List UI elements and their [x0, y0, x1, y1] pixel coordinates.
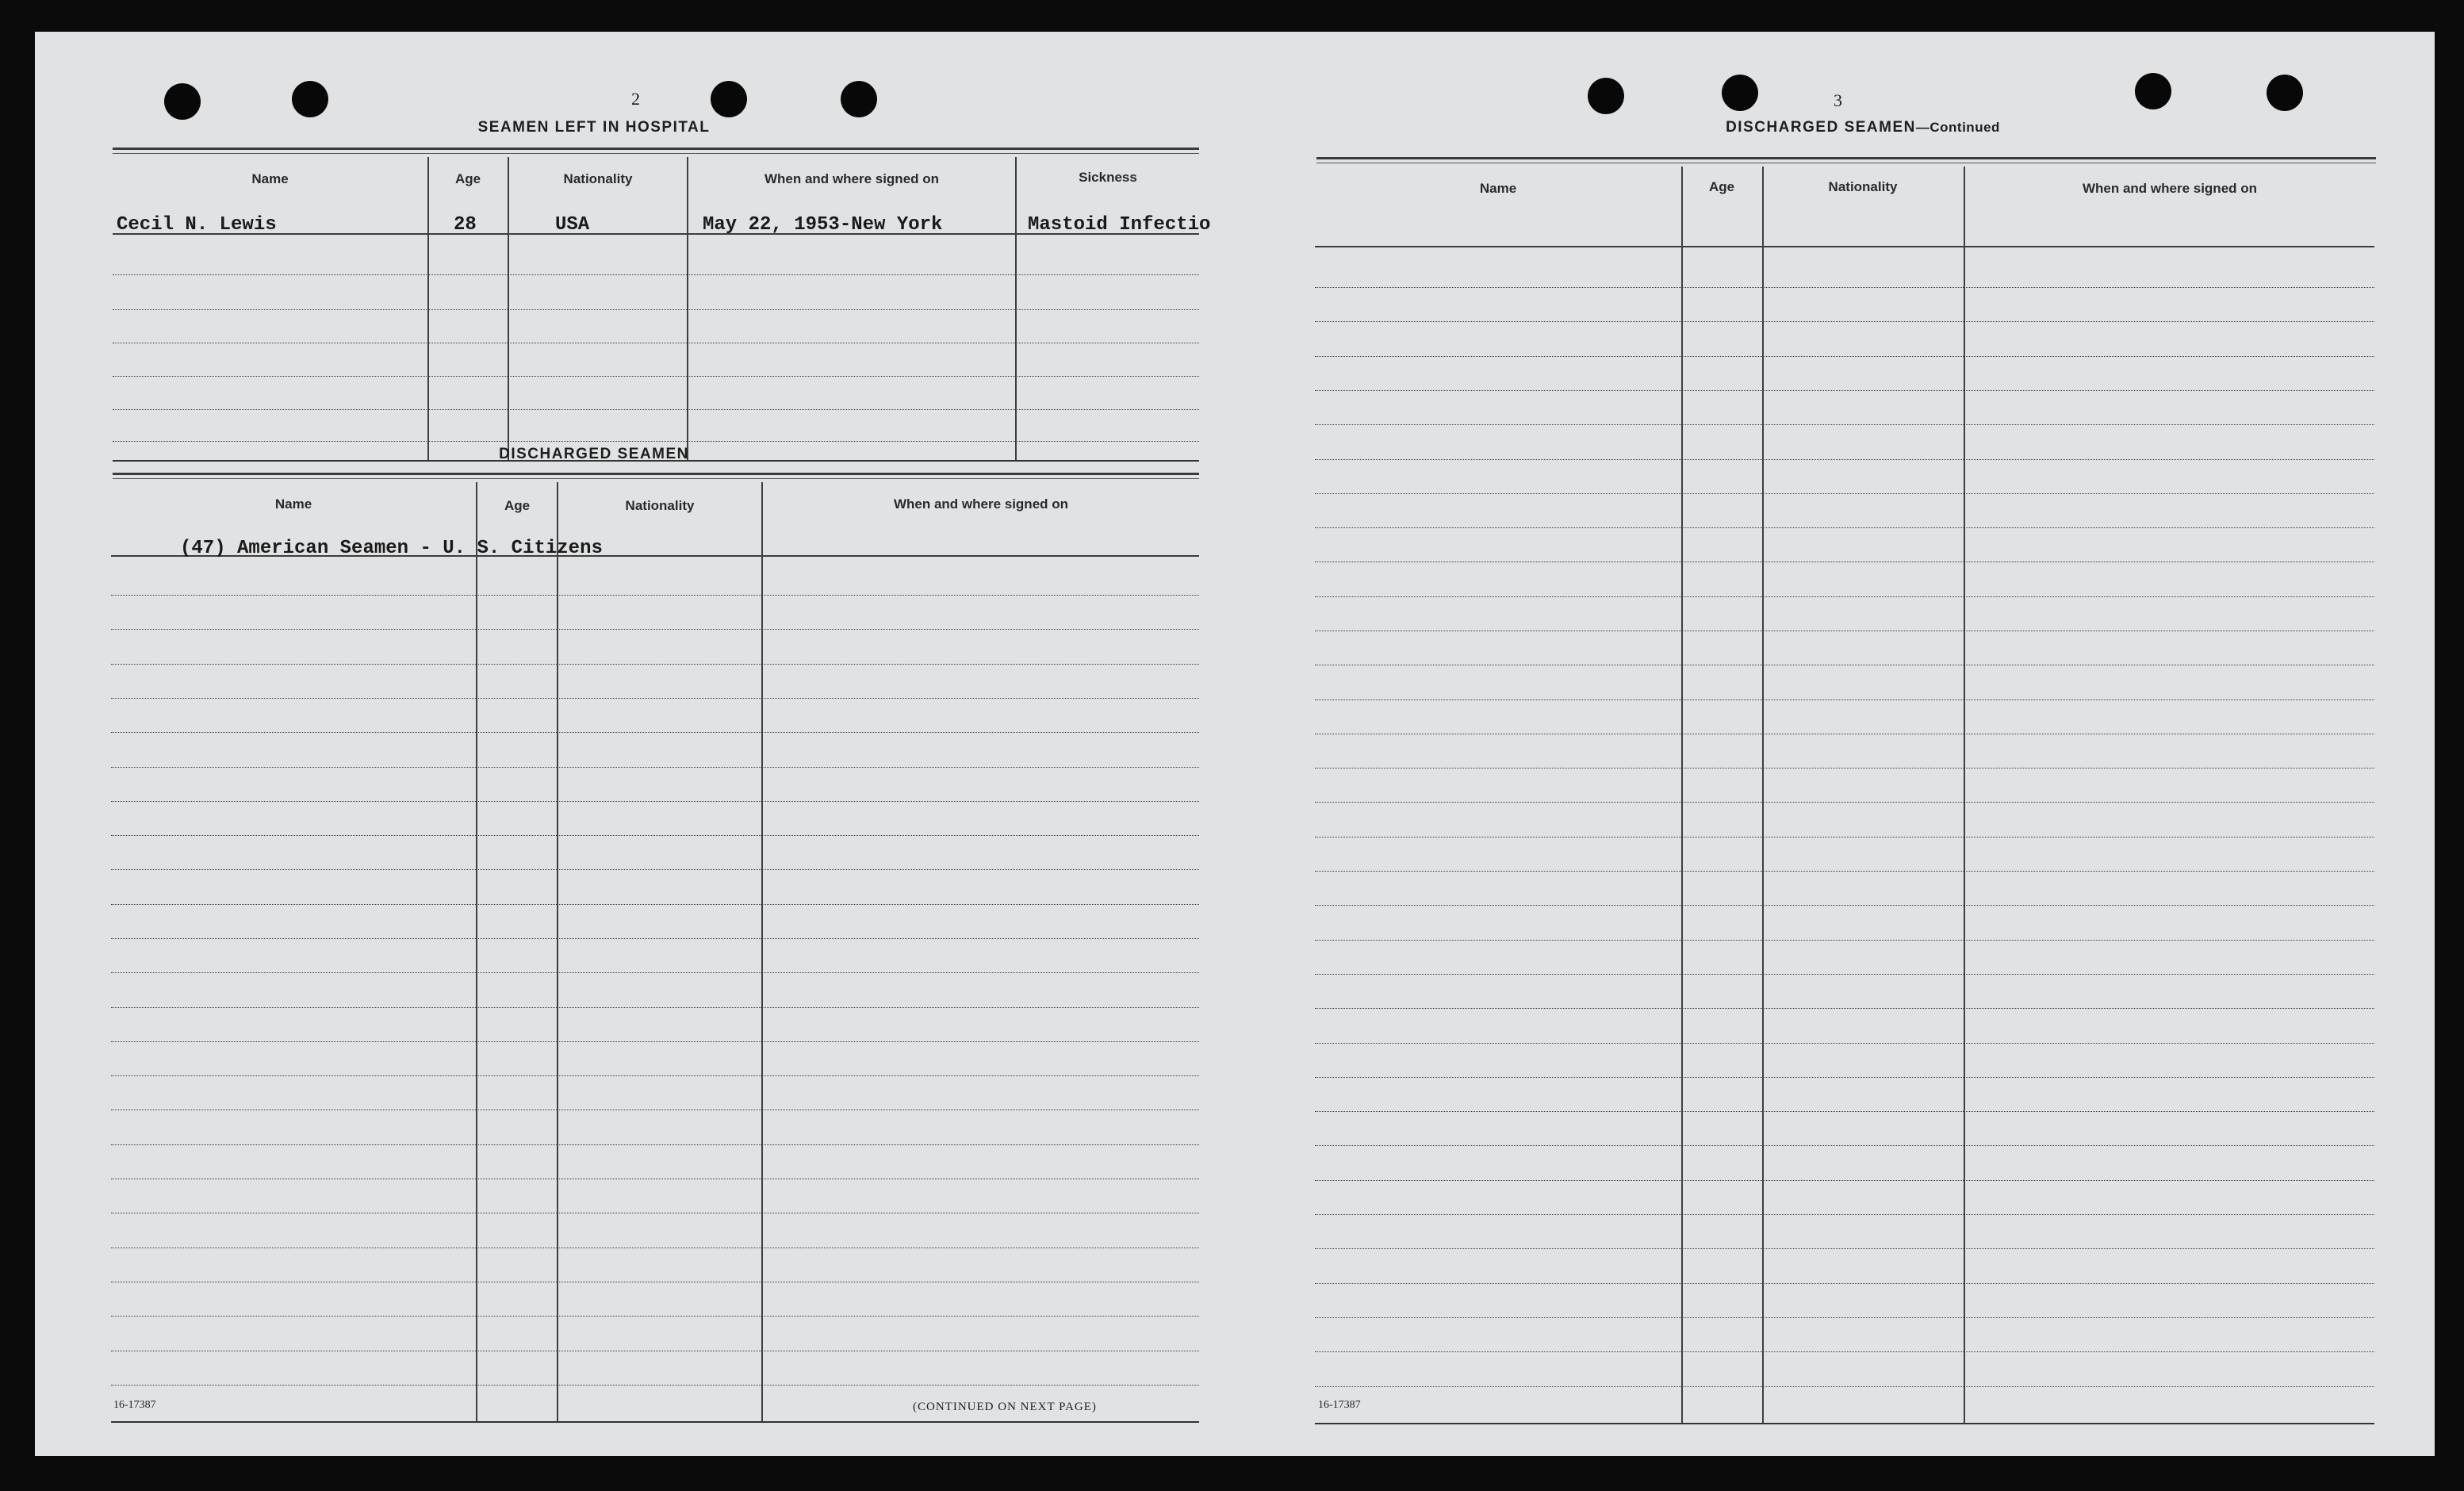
row-rule	[1315, 493, 2374, 494]
row-rule	[1315, 1043, 2374, 1044]
row-rule	[1315, 1317, 2374, 1318]
row-rule	[111, 835, 1199, 836]
row-rule	[1315, 1111, 2374, 1112]
form-number: 16-17387	[1318, 1399, 1361, 1411]
row-rule	[111, 629, 1199, 630]
row-rule	[111, 664, 1199, 665]
discharged-table	[111, 482, 1199, 1421]
row-rule	[1315, 1145, 2374, 1146]
title-suffix: —Continued	[1915, 120, 2000, 135]
column-divider	[427, 157, 429, 460]
row-rule	[1315, 1351, 2374, 1352]
hospital-table	[113, 157, 1199, 460]
column-header-age: Age	[1708, 179, 1735, 194]
column-header-name: Name	[1479, 181, 1517, 196]
section-title-discharged: DISCHARGED SEAMEN	[499, 446, 689, 462]
column-header-signed-on: When and where signed on	[2082, 181, 2258, 196]
section-title-discharged-continued	[1589, 119, 2136, 136]
row-rule	[1315, 1077, 2374, 1078]
column-header-nationality: Nationality	[563, 171, 633, 186]
row-rule	[111, 972, 1199, 973]
column-header-age: Age	[504, 498, 531, 513]
column-divider	[1681, 167, 1683, 1423]
row-rule	[111, 904, 1199, 905]
row-rule	[1315, 356, 2374, 357]
page-number: 3	[1834, 90, 1842, 110]
punch-hole	[711, 81, 747, 117]
column-header-signed-on: When and where signed on	[893, 496, 1069, 512]
column-header-signed-on: When and where signed on	[764, 171, 940, 186]
table-bottom-rule	[1315, 1423, 2374, 1424]
column-divider	[1762, 167, 1764, 1423]
punch-hole	[841, 81, 877, 117]
seaman-signed-on: May 22, 1953-New York	[703, 214, 943, 236]
row-rule	[113, 376, 1199, 377]
document-sheet	[35, 32, 2435, 1456]
row-rule	[111, 767, 1199, 768]
row-rule	[1315, 459, 2374, 460]
row-rule	[111, 1144, 1199, 1145]
row-rule	[111, 1316, 1199, 1317]
column-header-age: Age	[454, 171, 481, 186]
row-rule	[1315, 390, 2374, 391]
row-rule	[111, 1007, 1199, 1008]
column-divider	[687, 157, 688, 460]
column-header-nationality: Nationality	[625, 498, 695, 513]
punch-hole	[164, 83, 201, 120]
row-rule	[111, 869, 1199, 870]
row-rule	[111, 732, 1199, 733]
page-number: 2	[631, 89, 640, 109]
rule	[1316, 157, 2376, 159]
row-rule	[1315, 802, 2374, 803]
row-rule	[111, 801, 1199, 802]
row-rule	[113, 409, 1199, 410]
row-rule	[1315, 1283, 2374, 1284]
row-rule	[113, 274, 1199, 275]
table-bottom-rule	[111, 1421, 1199, 1423]
row-rule	[1315, 1248, 2374, 1249]
row-rule	[111, 938, 1199, 939]
discharged-continued-table	[1315, 167, 2374, 1423]
discharged-entry: (47) American Seamen - U. S. Citizens	[180, 538, 603, 559]
punch-hole	[2267, 75, 2303, 111]
row-rule	[111, 595, 1199, 596]
rule	[113, 473, 1199, 475]
column-divider	[1964, 167, 1965, 1423]
punch-hole	[292, 81, 328, 117]
continued-note: (CONTINUED ON NEXT PAGE)	[913, 1401, 1097, 1413]
column-header-nationality: Nationality	[1828, 179, 1898, 194]
column-header-name: Name	[251, 171, 289, 186]
row-rule	[1315, 527, 2374, 528]
column-divider	[1015, 157, 1017, 460]
row-rule	[111, 1041, 1199, 1042]
seaman-age: 28	[454, 214, 477, 236]
rule	[113, 148, 1199, 150]
seaman-sickness: Mastoid Infectio	[1028, 214, 1211, 236]
row-rule	[1315, 424, 2374, 425]
row-rule	[1315, 1008, 2374, 1009]
punch-hole	[1722, 75, 1758, 111]
row-rule	[113, 309, 1199, 310]
row-rule	[1315, 321, 2374, 322]
row-rule	[1315, 1386, 2374, 1387]
row-rule	[113, 441, 1199, 442]
row-rule	[1315, 287, 2374, 288]
column-divider	[557, 482, 558, 1421]
row-rule	[111, 1075, 1199, 1076]
column-divider	[761, 482, 763, 1421]
row-rule	[1315, 871, 2374, 872]
row-rule	[1315, 974, 2374, 975]
row-rule	[1315, 940, 2374, 941]
punch-hole	[1588, 78, 1624, 114]
row-rule	[111, 698, 1199, 699]
row-rule	[111, 1385, 1199, 1386]
row-rule	[1315, 1214, 2374, 1215]
section-title-hospital: SEAMEN LEFT IN HOSPITAL	[477, 119, 711, 136]
row-rule	[1315, 1180, 2374, 1181]
row-rule	[1315, 596, 2374, 597]
column-divider	[476, 482, 477, 1421]
punch-hole	[2135, 73, 2171, 109]
column-divider	[508, 157, 509, 460]
title-text: DISCHARGED SEAMEN	[1726, 119, 1916, 136]
row-rule	[1315, 905, 2374, 906]
column-header-sickness: Sickness	[1079, 170, 1137, 185]
column-header-name: Name	[274, 496, 312, 512]
form-number: 16-17387	[113, 1399, 156, 1411]
header-rule	[1315, 246, 2374, 247]
seaman-nationality: USA	[555, 214, 590, 236]
seaman-name: Cecil N. Lewis	[117, 214, 277, 236]
